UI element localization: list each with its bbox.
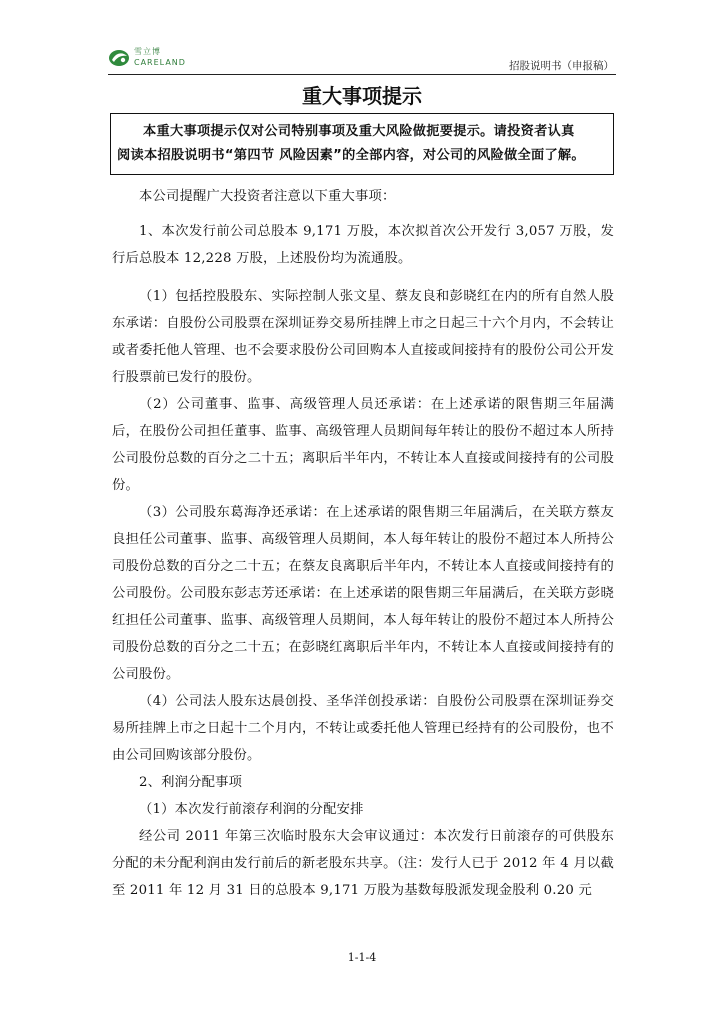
document-label: 招股说明书（申报稿）: [509, 60, 614, 72]
item-1-1-natural-person-commitment: （1）包括控股股东、实际控制人张文星、蔡友良和彭晓红在内的所有自然人股东承诺：自股份公司股票在深圳证券交易所挂牌上市之日起三十六个月内，不会转让或者委托他人管理、也不会要求股份公司回购本人直接或间接持有的股份公司公开发行股票前已发行的股份。: [112, 289, 614, 385]
company-logo: [108, 46, 198, 72]
item-1-2-director-commitment: （2）公司董事、监事、高级管理人员还承诺：在上述承诺的限售期三年届满后，在股份公司担任董事、监事、高级管理人员期间每年转让的股份不超过本人所持公司股份总数的百分之二十五；离职后半年内，不转让本人直接或间接持有的公司股份。: [112, 397, 614, 493]
document-body: [112, 183, 614, 904]
notice-line-2: 阅读本招股说明书“第四节 风险因素”的全部内容，对公司的风险做全面了解。: [117, 148, 585, 163]
logo-english-text: CARELAND: [134, 58, 186, 67]
item-1-4-corporate-commitment: （4）公司法人股东达晨创投、圣华洋创投承诺：自股份公司股票在深圳证券交易所挂牌上市之日起十二个月内，不转让或委托他人管理已经持有的公司股份，也不由公司回购该部分股份。: [112, 694, 614, 763]
intro-paragraph: 本公司提醒广大投资者注意以下重大事项：: [139, 189, 396, 204]
item-2-1-heading: （1）本次发行前滚存利润的分配安排: [139, 802, 364, 817]
item-2-1-profit-distribution: 经公司 2011 年第三次临时股东大会审议通过：本次发行日前滚存的可供股东分配的未分配利润由发行前后的新老股东共享。（注：发行人已于 2012 年 4 月以截至 2011 年 12 月 31 日的总股本 9,171 万股为基数每股派发现金股利 0.20 元: [112, 829, 614, 898]
logo-chinese-text: 雪立博: [134, 47, 161, 56]
item-1-share-capital: 1、本次发行前公司总股本 9,171 万股，本次拟首次公开发行 3,057 万股，发行后总股本 12,228 万股，上述股份均为流通股。: [112, 224, 614, 266]
page-header: [108, 44, 616, 74]
page-number: 1-1-4: [347, 951, 377, 964]
notice-line-1: 本重大事项提示仅对公司特别事项及重大风险做扼要提示。请投资者认真: [143, 124, 575, 139]
item-1-3-shareholder-commitment: （3）公司股东葛海净还承诺：在上述承诺的限售期三年届满后，在关联方蔡友良担任公司董事、监事、高级管理人员期间，本人每年转让的股份不超过本人所持公司股份总数的百分之二十五；在蔡友良离职后半年内，不转让本人直接或间接持有的公司股份。公司股东彭志芳还承诺：在上述承诺的限售期三年届满后，在关联方彭晓红担任公司董事、监事、高级管理人员期间，本人每年转让的股份不超过本人所持公司股份总数的百分之二十五；在彭晓红离职后半年内，不转让本人直接或间接持有的公司股份。: [112, 505, 614, 682]
page-title: 重大事项提示: [302, 84, 422, 108]
notice-box: [110, 113, 614, 175]
item-2-heading: 2、利润分配事项: [139, 775, 243, 790]
careland-logo-icon: [108, 48, 130, 68]
header-divider: [108, 74, 616, 75]
